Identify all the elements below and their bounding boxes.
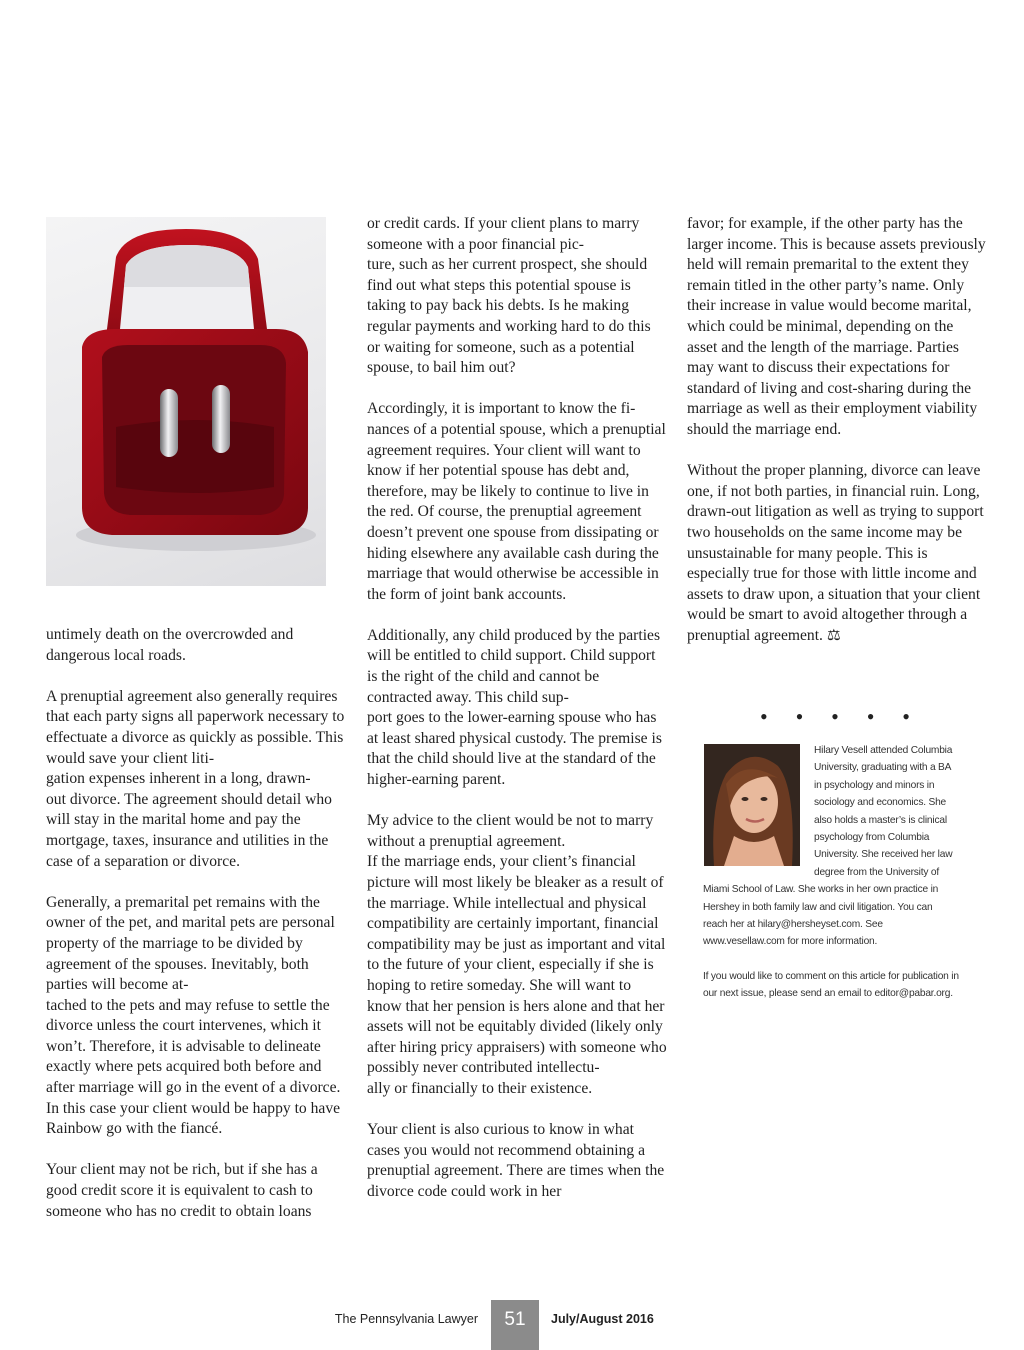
article-column-1 xyxy=(46,625,346,1222)
body-paragraph: Accordingly, it is important to know the fi- nances of a potential spouse, which a prenuptial agreement requires. Your client will want to know if her potential spouse has debt and, therefore, may be likely to continue to live in the red. Of course, the prenuptial agreement doesn’t prevent one spouse from dissipating or hiding elsewhere any available cash during the marriage that would otherwise be accessible in the form of joint bank accounts. xyxy=(367,400,666,603)
divider-dot: • xyxy=(831,704,839,729)
author-bio xyxy=(703,742,959,1003)
comment-note: If you would like to comment on this article for publication in our next issue, please send an email to editor@pabar.org. xyxy=(703,970,959,1000)
issue-date: July/August 2016 xyxy=(551,1312,654,1326)
divider-dot: • xyxy=(760,704,768,729)
body-paragraph: My advice to the client would be not to marry without a prenuptial agreement. If the marriage ends, your client’s financial picture will most likely be bleaker as a result of the marriage. While intellectual and physical compatibility are certainly important, financial compatibility may be just as important and vital to the future of your client, especially if she is hoping to retire someday. She will want to know that her pension is hers alone and that her assets will not be equitably divided (likely only after hiring pricy appraisers) with someone who possibly never contributed intellectu- ally or financially to their existence. xyxy=(367,812,667,1097)
body-paragraph: Additionally, any child produced by the parties will be entitled to child support. Child support is the right of the child and cannot be contracted away. This child sup- port goes to the lower-earning spouse who has at least shared physical custody. The premise is that the child should live at the standard of the higher-earning parent. xyxy=(367,626,662,789)
body-paragraph: untimely death on the overcrowded and dangerous local roads. xyxy=(46,626,294,664)
author-bio-text: Hilary Vesell attended Columbia University, graduating with a BA in psychology and minors in sociology and economics. She also holds a master’s is clinical psychology from Columbia University. She received her law degree from the University of Miami School of Law. She works in her own practice in Hershey in both family law and civil litigation. You can reach her at hilary@hersheyset.com. See www.vesellaw.com for more information. xyxy=(703,745,953,948)
divider-dot: • xyxy=(866,704,875,729)
body-paragraph: Your client may not be rich, but if she has a good credit score it is equivalent to cash to someone who has no credit to obtain loans xyxy=(46,1161,318,1220)
body-paragraph: Generally, a premarital pet remains with the owner of the pet, and marital pets are personal property of the marriage to be divided by agreement of the spouses. Inevitably, both parties will become at- tached to the pets and may refuse to settle the divorce unless the court intervenes, which it won’t. Therefore, it is advisable to delineate exactly where pets acquired both before and after marriage will go in the event of a divorce. In this case your client would be happy to have Rainbow go with the fiancé. xyxy=(46,893,341,1138)
body-paragraph: favor; for example, if the other party has the larger income. This is because assets previously held will remain premarital to the extent they remain titled in the other party’s name. Only their increase in value would become marital, which could be minimal, depending on the asset and the length of the marriage. Parties may want to discuss their expectations for standard of living and cost-sharing during the marriage as well as their employment viability should the marriage end. xyxy=(687,215,986,438)
body-paragraph: or credit cards. If your client plans to marry someone with a poor financial pic- ture, such as her current prospect, she should find out what steps this potential spouse is taking to pay back his debts. Is he making regular payments and working hard to do this or waiting for someone, such as a potential spouse, to bail him out? xyxy=(367,215,651,377)
body-paragraph: Without the proper planning, divorce can leave one, if not both parties, in financial ruin. Long, drawn-out litigation as well as trying to support two households on the same income may be unsustainable for many people. This is especially true for those with little income and assets to draw upon, a situation that your client would be smart to avoid altogether through a prenuptial agreement. ⚖ xyxy=(687,462,984,644)
section-divider xyxy=(760,704,910,729)
ring-box-photo xyxy=(46,217,326,586)
article-column-2 xyxy=(367,214,667,1203)
divider-dot: • xyxy=(795,704,804,729)
body-paragraph: Your client is also curious to know in what cases you would not recommend obtaining a prenuptial agreement. There are times when the divorce code could work in her xyxy=(367,1121,665,1200)
page-number: 51 xyxy=(491,1300,539,1350)
body-paragraph: A prenuptial agreement also generally requires that each party signs all paperwork necessary to effectuate a divorce as quickly as possible. This would save your client liti- gation expenses inherent in a long, drawn- out divorce. The agreement should detail who will stay in the marital home and pay the mortgage, taxes, insurance and utilities in the case of a separation or divorce. xyxy=(46,687,345,870)
publication-name: The Pennsylvania Lawyer xyxy=(334,1312,478,1326)
divider-dot: • xyxy=(902,704,910,729)
article-column-3 xyxy=(687,214,987,646)
